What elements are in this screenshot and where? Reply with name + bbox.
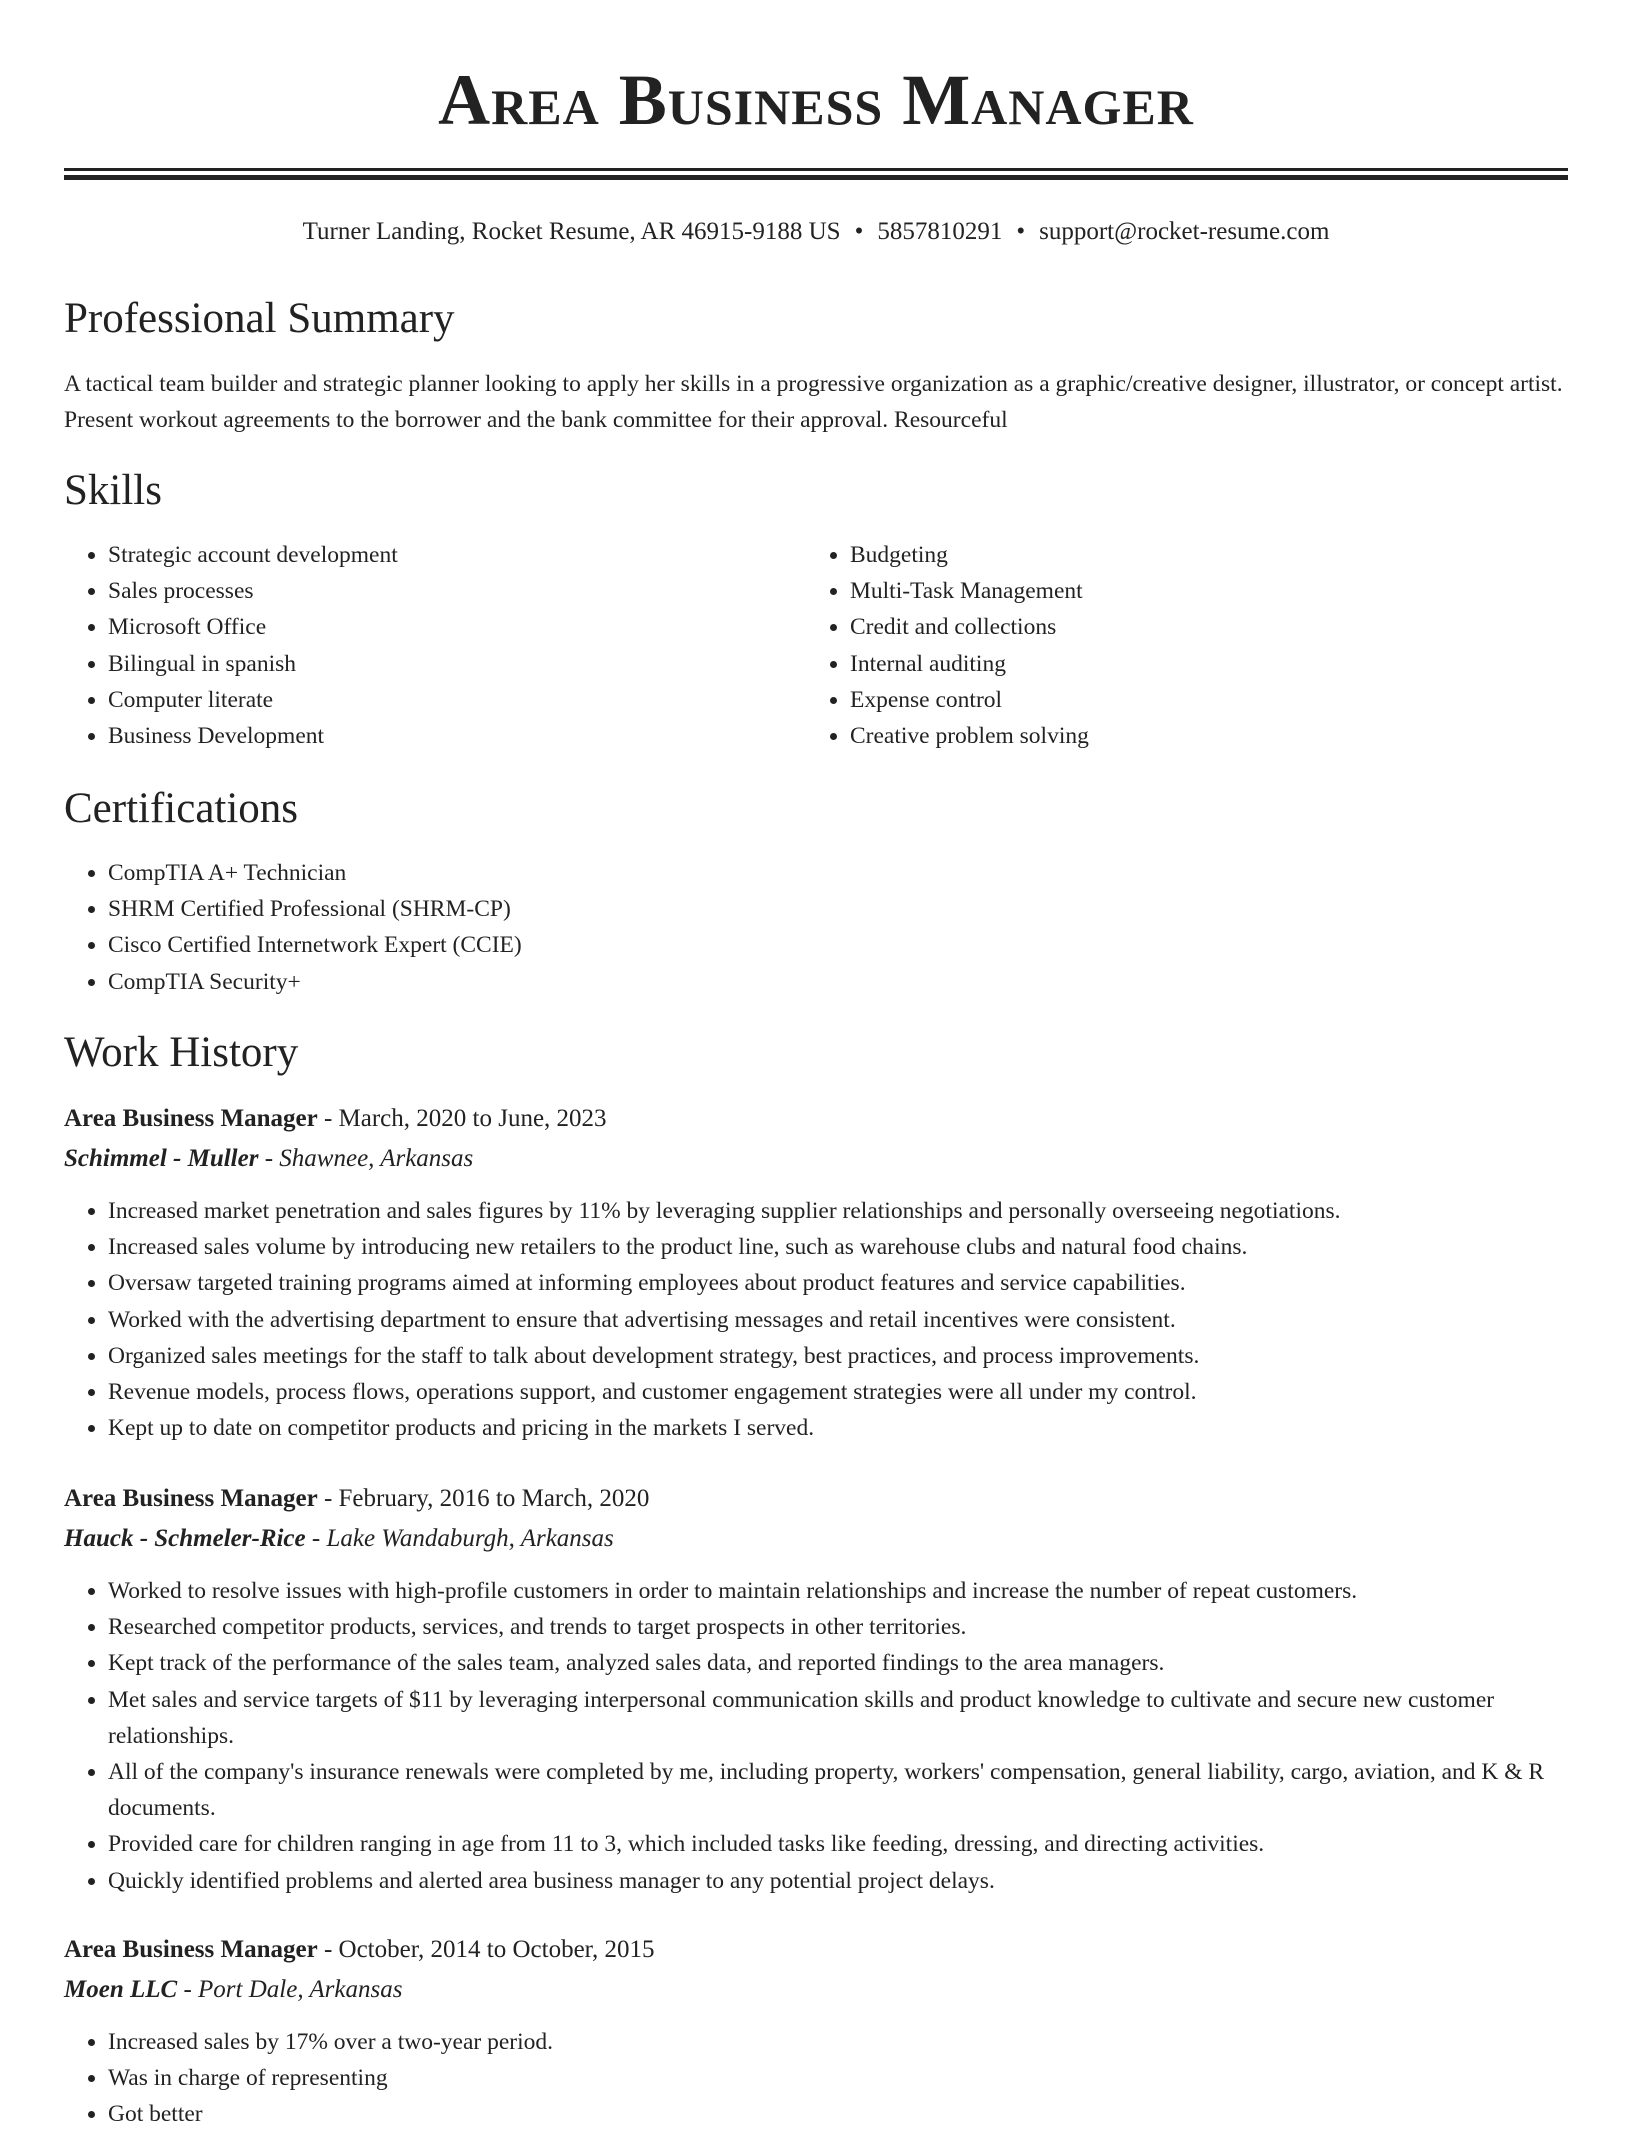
job-bullet: • Increased sales by 17% over a two-year period. [108,2024,1568,2060]
job-company: Hauck - Schmeler-Rice [64,1525,306,1552]
skill-item: • Internal auditing [850,646,1550,682]
job-bullet: • Worked to resolve issues with high-profile customers in order to maintain relationships and increase the number of repeat customers. [108,1573,1568,1609]
summary-heading: Professional Summary [64,295,455,342]
job-bullets [64,1193,1568,1446]
job-bullet: • Got better [108,2096,1568,2132]
job-bullet: • Organized sales meetings for the staff to talk about development strategy, best practices, and process improvements. [108,1338,1568,1374]
job-bullet: • Was in charge of representing [108,2060,1568,2096]
job-bullet: • All of the company's insurance renewals were completed by me, including property, workers' compensation, general liability, cargo, aviation, and K & R documents. [108,1754,1568,1826]
certifications-list [64,855,1548,1000]
skill-item: • Sales processes [108,573,808,609]
skill-item: • Strategic account development [108,537,808,573]
skill-item: • Credit and collections [850,609,1550,645]
title-divider-thin [64,168,1568,171]
job-bullet: • Worked with the advertising department to ensure that advertising messages and retail incentives were consistent. [108,1302,1568,1338]
skill-item: • Bilingual in spanish [108,646,808,682]
job-bullet: • Increased market penetration and sales figures by 11% by leveraging supplier relationships and personally overseeing negotiations. [108,1193,1568,1229]
certification-item: • Cisco Certified Internetwork Expert (CCIE) [108,927,1548,963]
resume-title: Area Business Manager [438,60,1194,140]
contact-address: Turner Landing, Rocket Resume, AR 46915-9188 US [302,218,841,245]
contact-phone: 5857810291 [877,218,1003,245]
contact-line [0,212,1632,252]
job-title: Area Business Manager [64,1105,318,1132]
job-location: - Lake Wandaburgh, Arkansas [305,1525,614,1552]
job-dates: - February, 2016 to March, 2020 [317,1485,650,1512]
job-title: Area Business Manager [64,1936,318,1963]
job-title-line [64,1479,649,1519]
job-bullets [64,1573,1568,1899]
job-bullets [64,2024,1568,2133]
job-title-line [64,1099,607,1139]
summary-text: A tactical team builder and strategic planner looking to apply her skills in a progressive organization as a graphic/creative designer, illustrator, or concept artist. Present workout agreements to the borrower and the bank committee for their approval. Resourceful [64,371,1563,433]
job-bullet: • Increased sales volume by introducing new retailers to the product line, such as warehouse clubs and natural food chains. [108,1229,1568,1265]
job-bullet: • Provided care for children ranging in age from 11 to 3, which included tasks like feeding, dressing, and directing activities. [108,1826,1568,1862]
skill-item: • Expense control [850,682,1550,718]
job-bullet: • Kept track of the performance of the sales team, analyzed sales data, and reported findings to the area managers. [108,1645,1568,1681]
job-bullet: • Researched competitor products, services, and trends to target prospects in other territories. [108,1609,1568,1645]
skill-item: • Microsoft Office [108,609,808,645]
job-bullet: • Kept up to date on competitor products and pricing in the markets I served. [108,1410,1568,1446]
job-dates: - October, 2014 to October, 2015 [317,1936,655,1963]
job-title: Area Business Manager [64,1485,318,1512]
skill-item: • Budgeting [850,537,1550,573]
job-title-line [64,1930,655,1970]
job-company-line [64,1139,473,1179]
skill-item: • Multi-Task Management [850,573,1550,609]
job-bullet: • Quickly identified problems and alerted area business manager to any potential project delays. [108,1863,1568,1899]
job-company: Schimmel - Muller [64,1145,259,1172]
skill-item: • Computer literate [108,682,808,718]
contact-separator: • [854,218,864,245]
contact-email: support@rocket-resume.com [1039,218,1330,245]
job-bullet: • Revenue models, process flows, operations support, and customer engagement strategies were all under my control. [108,1374,1568,1410]
work-history-heading: Work History [64,1029,299,1076]
certification-item: • CompTIA Security+ [108,964,1548,1000]
contact-separator: • [1016,218,1026,245]
skills-list-right [806,537,1550,754]
skill-item: • Creative problem solving [850,718,1550,754]
skills-list-left [64,537,808,754]
job-company: Moen LLC [64,1976,178,2003]
job-bullet: • Met sales and service targets of $11 by leveraging interpersonal communication skills and product knowledge to cultivate and secure new customer relationships. [108,1682,1568,1754]
skills-heading: Skills [64,467,162,514]
job-location: - Shawnee, Arkansas [258,1145,474,1172]
title-divider-thick [64,175,1568,180]
job-company-line [64,1519,614,1559]
job-location: - Port Dale, Arkansas [177,1976,403,2003]
job-company-line [64,1970,402,2010]
certification-item: • CompTIA A+ Technician [108,855,1548,891]
job-dates: - March, 2020 to June, 2023 [317,1105,607,1132]
certifications-heading: Certifications [64,785,299,832]
certification-item: • SHRM Certified Professional (SHRM-CP) [108,891,1548,927]
skill-item: • Business Development [108,718,808,754]
job-bullet: • Oversaw targeted training programs aimed at informing employees about product features and service capabilities. [108,1265,1568,1301]
